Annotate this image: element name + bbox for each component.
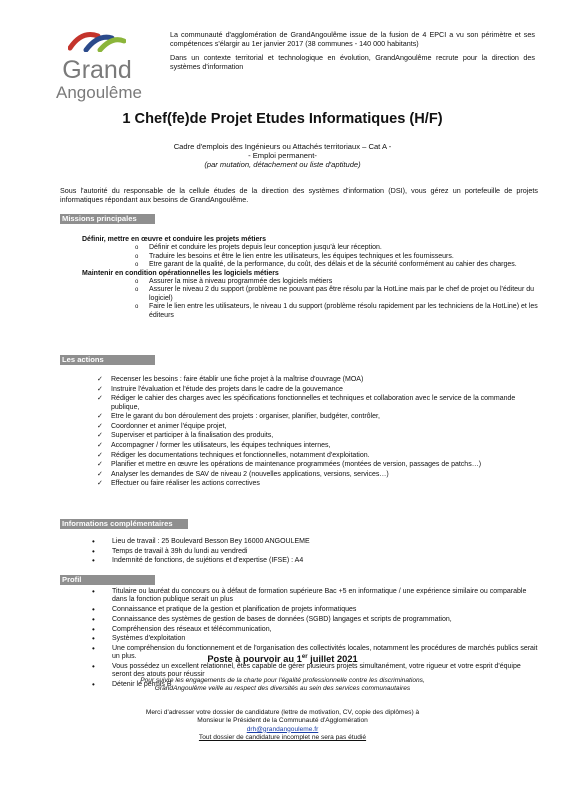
list-item: ✓ Rédiger le cahier des charges avec les spécifications fonctionnelles et techniques et collaboration avec le service de la commande publique, bbox=[97, 395, 540, 412]
list-item: • Détenir le permis B bbox=[90, 681, 540, 689]
list-item: • Connaissance des systèmes de gestion de bases de données (SGBD) langages et scripts de programmation, bbox=[90, 616, 540, 624]
missions-group-1-title: Définir, mettre en œuvre et conduire les projets métiers bbox=[82, 236, 266, 243]
missions-group-2-title: Maintenir en condition opérationnelles les logiciels métiers bbox=[82, 269, 279, 277]
list-item: • Une compréhension du fonctionnement et de l'organisation des collectivités locales, notamment les procédures de marchés publics serait un plus. bbox=[90, 645, 540, 662]
section-heading-infos: Informations complémentaires bbox=[60, 519, 188, 529]
infos-list bbox=[60, 538, 540, 566]
list-item: • Lieu de travail : 25 Boulevard Besson Bey 16000 ANGOULEME bbox=[90, 538, 540, 546]
list-item: • Vous possédez un excellent relationnel, êtes capable de gérer plusieurs projets simultanément, votre rigueur et votre esprit d'équipe seront des atouts pour réussir bbox=[90, 663, 540, 680]
intro-paragraph-2: Dans un contexte territorial et technologique en évolution, GrandAngoulême recrute pour la direction des systèmes d'information bbox=[170, 53, 535, 71]
charter-line-1: Pour suivre les engagements de la charte pour l'égalité professionnelle contre les discriminations, bbox=[140, 677, 425, 684]
list-item: ✓ Analyser les demandes de SAV de niveau 2 (nouvelles applications, versions, services…) bbox=[97, 471, 540, 479]
actions-section bbox=[60, 376, 540, 490]
contact-line-2: Monsieur le Président de la Communauté d'Agglomération bbox=[197, 717, 368, 725]
section-heading-actions: Les actions bbox=[60, 355, 155, 365]
list-item: ✓ Etre le garant du bon déroulement des projets : organiser, planifier, budgéter, contrôler, bbox=[97, 413, 540, 421]
list-item: • Compréhension des réseaux et télécommunication, bbox=[90, 626, 540, 634]
section-heading-profil: Profil bbox=[60, 575, 155, 585]
missions-group-2-list bbox=[60, 278, 540, 320]
start-date-prefix: Poste à pourvoir au 1 bbox=[207, 654, 302, 665]
start-date-sup: er bbox=[301, 654, 308, 660]
actions-list bbox=[60, 376, 540, 489]
list-item: • Temps de travail à 39h du lundi au vendredi bbox=[90, 548, 540, 556]
list-item: ✓ Accompagner / former les utilisateurs, les équipes techniques internes, bbox=[97, 442, 540, 450]
list-item: ✓ Instruire l'évaluation et l'étude des projets dans le cadre de la gouvernance bbox=[97, 386, 540, 394]
charter-line-2: GrandAngoulême veille au respect des diversités au sein des services communautaires bbox=[154, 685, 411, 693]
list-item: ✓ Superviser et participer à la finalisation des produits, bbox=[97, 432, 540, 440]
subtitle-cadre: Cadre d'emplois des Ingénieurs ou Attachés territoriaux – Cat A - bbox=[173, 142, 392, 151]
list-item: o Faire le lien entre les utilisateurs, le niveau 1 du support (problème résolu rapidement par les techniciens de la HotLine) et les éditeurs bbox=[135, 303, 540, 320]
grandangouleme-logo bbox=[56, 28, 143, 112]
intro-text bbox=[170, 31, 535, 77]
profil-list bbox=[60, 588, 540, 690]
start-date bbox=[0, 654, 565, 664]
application-contact bbox=[0, 709, 565, 742]
list-item: • Connaissance et pratique de la gestion et planification de projets informatiques bbox=[90, 606, 540, 614]
list-item: o Définir et conduire les projets depuis leur conception jusqu'à leur réception. bbox=[135, 244, 540, 252]
subtitle-permanent: - Emploi permanent- bbox=[248, 150, 317, 160]
list-item: ✓ Coordonner et animer l'équipe projet, bbox=[97, 423, 540, 431]
list-item: ✓ Recenser les besoins : faire établir une fiche projet à la maîtrise d'ouvrage (MOA) bbox=[97, 376, 540, 384]
start-date-suffix: juillet 2021 bbox=[307, 654, 358, 665]
list-item: o Traduire les besoins et être le lien entre les utilisateurs, les équipes techniques et les fournisseurs. bbox=[135, 253, 540, 261]
incomplete-warning: Tout dossier de candidature incomplet ne sera pas étudié bbox=[198, 733, 367, 741]
profil-section bbox=[60, 588, 540, 691]
logo-swoosh-icon bbox=[68, 28, 126, 52]
equality-charter bbox=[0, 677, 565, 693]
job-subtitle bbox=[0, 143, 565, 169]
contact-email-link[interactable]: drh@grandangouleme.fr bbox=[246, 725, 319, 733]
list-item: • Titulaire ou lauréat du concours ou à défaut de formation supérieure Bac +5 en informatique / une expérience similaire ou comparable dans la fonction publique serait un plus bbox=[90, 588, 540, 605]
missions-section bbox=[60, 236, 540, 320]
intro-paragraph-1: La communauté d'agglomération de GrandAngoulême issue de la fusion de 4 EPCI a vu son périmètre et ses compétences s'élargir au 1er janvier 2017 (38 communes - 140 000 habitants) bbox=[170, 30, 535, 48]
list-item: ✓ Rédiger les documentations techniques et fonctionnelles, notamment d'exploitation. bbox=[97, 452, 540, 460]
infos-section bbox=[60, 538, 540, 567]
contact-line-1: Merci d'adresser votre dossier de candidature (lettre de motivation, CV, copie des diplômes) à bbox=[145, 709, 420, 716]
list-item: ✓ Effectuer ou faire réaliser les actions correctives bbox=[97, 480, 540, 488]
list-item: • Systèmes d'exploitation bbox=[90, 635, 540, 643]
missions-group-1-list bbox=[60, 244, 540, 269]
list-item: o Assurer la mise à niveau programmée des logiciels métiers bbox=[135, 278, 540, 286]
lead-paragraph: Sous l'autorité du responsable de la cellule études de la direction des systèmes d'information (DSI), vous gérez un portefeuille de projets informatiques répondant aux besoins de GrandAngoulême. bbox=[60, 186, 538, 204]
section-heading-missions: Missions principales bbox=[60, 214, 155, 224]
list-item: ✓ Planifier et mettre en œuvre les opérations de maintenance programmées (montées de version, passages de patchs…) bbox=[97, 461, 540, 469]
list-item: o Assurer le niveau 2 du support (problème ne pouvant pas être résolu par la HotLine mais par le chef de projet ou l'éditeur du logiciel) bbox=[135, 286, 540, 303]
logo-word-grand: Grand bbox=[62, 56, 132, 84]
job-title: 1 Chef(fe)de Projet Etudes Informatiques (H/F) bbox=[122, 111, 443, 127]
subtitle-recruitment: (par mutation, détachement ou liste d'aptitude) bbox=[204, 159, 361, 169]
list-item: • Indemnité de fonctions, de sujétions et d'expertise (IFSE) : A4 bbox=[90, 557, 540, 565]
logo-word-angouleme: Angoulême bbox=[56, 83, 143, 102]
list-item: o Etre garant de la qualité, de la performance, du coût, des délais et de la sécurité conformément au cahier des charges. bbox=[135, 261, 540, 269]
